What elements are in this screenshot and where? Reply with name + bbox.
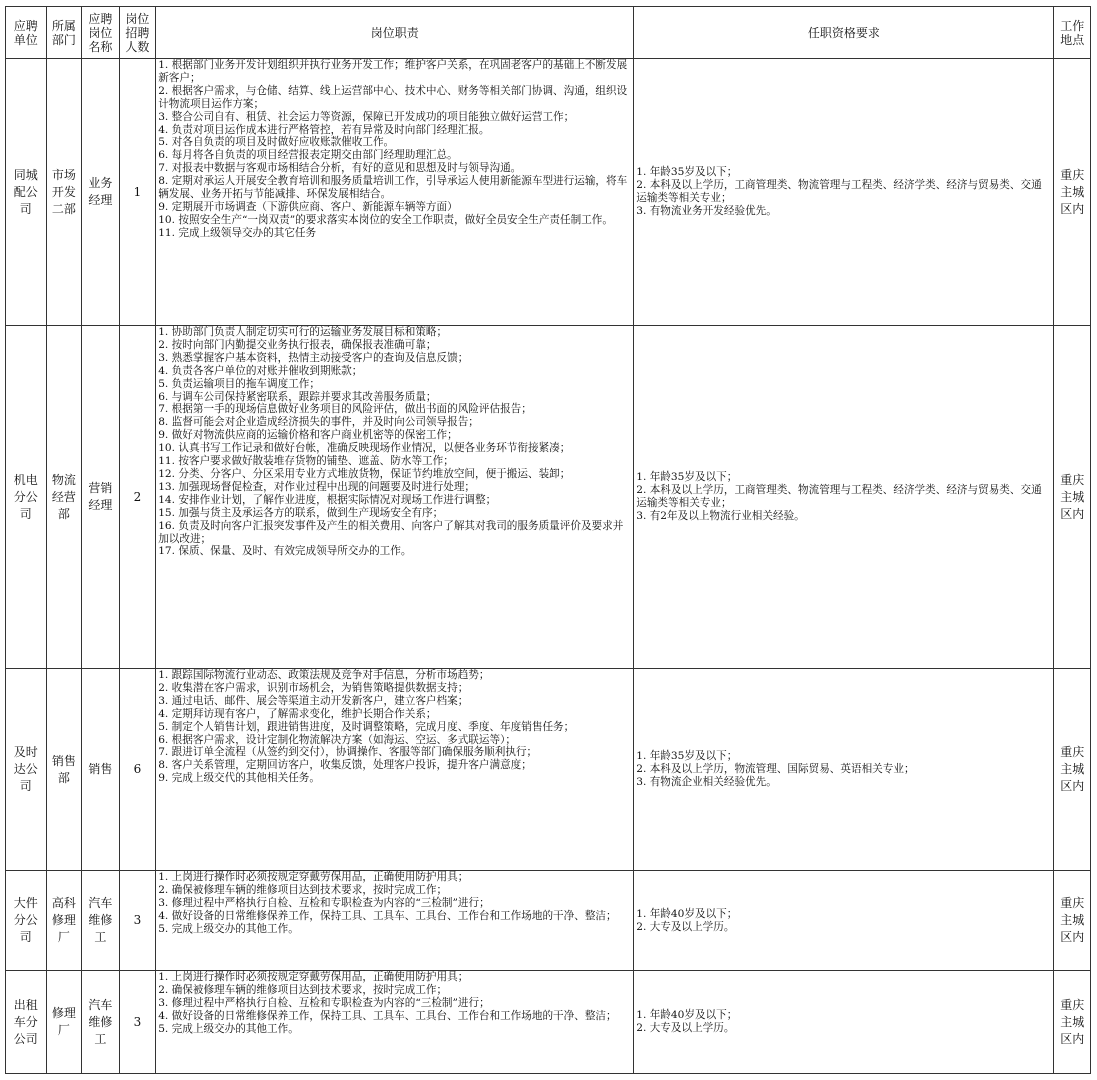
duty-item: 1. 上岗进行操作时必须按规定穿戴劳保用品，正确使用防护用具； [158, 871, 469, 883]
duty-item: 1. 跟踪国际物流行业动态、政策法规及竞争对手信息，分析市场趋势； [158, 669, 490, 681]
duty-item: 3. 通过电话、邮件、展会等渠道主动开发新客户，建立客户档案； [158, 694, 469, 707]
header-duties: 岗位职责 [156, 7, 634, 59]
duty-item: 6. 每月将各自负责的项目经营报表定期交由部门经理助理汇总。 [158, 149, 458, 162]
duty-item: 5. 制定个人销售计划，跟进销售进度，及时调整策略，完成月度、季度、年度销售任务； [158, 720, 575, 733]
duty-item: 15. 加强与货主及承运各方的联系，做到生产现场安全有序； [158, 506, 444, 519]
header-location: 工作地点 [1054, 7, 1091, 59]
duty-item: 2. 根据客户需求，与仓储、结算、线上运营部中心、技术中心、财务等相关部门协调、沟通，组织设计物流项目运作方案； [158, 84, 628, 110]
position-cell: 销售 [82, 669, 120, 871]
duty-item: 10. 认真书写工作记录和做好台帐，准确反映现场作业情况，以便各业务环节衔接紧凑； [158, 442, 571, 455]
duty-item: 7. 对报表中数据与客观市场相结合分析，有好的意见和思想及时与领导沟通。 [158, 162, 522, 175]
duty-item: 11. 完成上级领导交办的其它任务 [158, 226, 317, 239]
requirement-item: 1. 年龄35岁及以下； [636, 166, 738, 179]
requirements-cell [634, 669, 1054, 871]
duty-item: 4. 负责各客户单位的对账并催收到期账款； [158, 364, 363, 377]
table-row [6, 59, 1091, 326]
location-cell: 重庆主城区内 [1054, 326, 1091, 669]
duty-item: 5. 对各自负责的项目及时做好应收账款催收工作。 [158, 136, 395, 149]
duty-item: 4. 做好设备的日常维修保养工作，保持工具、工具车、工具台、工作台和工作场地的干净、整洁； [158, 909, 617, 922]
position-cell: 业务经理 [82, 59, 120, 326]
count-cell: 2 [119, 326, 156, 669]
duty-item: 9. 做好对物流供应商的运输价格和客户商业机密等的保密工作； [158, 429, 458, 442]
duty-item: 10. 按照安全生产“一岗双责”的要求落实本岗位的安全工作职责，做好全员安全生产责任制工作。 [158, 213, 613, 226]
unit-cell: 大件分公司 [6, 871, 47, 971]
duty-item: 4. 做好设备的日常维修保养工作，保持工具、工具车、工具台、工作台和工作场地的干净、整洁； [158, 1009, 617, 1022]
dept-cell: 市场开发二部 [46, 59, 82, 326]
requirement-item: 1. 年龄40岁及以下； [636, 1009, 738, 1022]
requirement-item: 2. 本科及以上学历，物流管理、国际贸易、英语相关专业； [636, 763, 915, 776]
requirement-item: 3. 有物流企业相关经验优先。 [636, 775, 777, 788]
duty-item: 16. 负责及时向客户汇报突发事件及产生的相关费用、向客户了解其对我司的服务质量评价及要求并加以改进； [158, 519, 624, 545]
duty-item: 5. 负责运输项目的拖车调度工作； [158, 377, 320, 390]
location-cell: 重庆主城区内 [1054, 59, 1091, 326]
duty-item: 4. 定期拜访现有客户，了解需求变化，维护长期合作关系； [158, 707, 437, 720]
table-row [6, 871, 1091, 971]
duties-cell [156, 669, 634, 871]
duties-cell [156, 59, 634, 326]
table-row [6, 326, 1091, 669]
requirements-cell [634, 326, 1054, 669]
requirement-item: 1. 年龄35岁及以下； [636, 471, 738, 484]
unit-cell: 同城配公司 [6, 59, 47, 326]
duty-item: 9. 完成上级交代的其他相关任务。 [158, 772, 320, 785]
requirement-item: 3. 有2年及以上物流行业相关经验。 [636, 509, 805, 522]
duty-item: 2. 确保被修理车辆的维修项目达到技术要求，按时完成工作； [158, 883, 448, 896]
duty-item: 3. 整合公司自有、租赁、社会运力等资源，保障已开发成功的项目能独立做好运营工作； [158, 110, 575, 123]
requirement-item: 2. 本科及以上学历，工商管理类、物流管理与工程类、经济学类、经济与贸易类、交通运输类等相关专业； [636, 484, 1042, 509]
duty-item: 3. 修理过程中严格执行自检、互检和专职检查为内容的“三检制”进行； [158, 896, 490, 909]
location-cell: 重庆主城区内 [1054, 871, 1091, 971]
dept-cell: 物流经营部 [46, 326, 82, 669]
requirements-cell [634, 871, 1054, 971]
position-cell: 汽车维修工 [82, 971, 120, 1074]
dept-cell: 高科修理厂 [46, 871, 82, 971]
header-unit: 应聘单位 [6, 7, 47, 59]
requirements-cell [634, 971, 1054, 1074]
duty-item: 2. 确保被修理车辆的维修项目达到技术要求，按时完成工作； [158, 983, 448, 996]
unit-cell: 出租车分公司 [6, 971, 47, 1074]
duty-item: 8. 定期对承运人开展安全教育培训和服务质量培训工作，引导承运人使用新能源车型进行运输，将车辆发展、业务开拓与节能减排、环保发展相结合。 [158, 175, 628, 201]
duty-item: 8. 客户关系管理，定期回访客户，收集反馈，处理客户投诉，提升客户满意度； [158, 759, 532, 772]
duty-item: 6. 根据客户需求，设计定制化物流解决方案（如海运、空运、多式联运等）； [158, 733, 516, 746]
duty-item: 3. 熟悉掌握客户基本资料，热情主动接受客户的查询及信息反馈； [158, 351, 469, 364]
duty-item: 13. 加强现场督促检查，对作业过程中出现的问题要及时进行处理； [158, 480, 476, 493]
count-cell: 3 [119, 971, 156, 1074]
duty-item: 11. 按客户要求做好散装堆存货物的铺垫、遮盖、防水等工作； [158, 455, 454, 468]
location-cell: 重庆主城区内 [1054, 669, 1091, 871]
position-cell: 营销经理 [82, 326, 120, 669]
requirement-item: 3. 有物流业务开发经验优先。 [636, 204, 777, 217]
dept-cell: 修理厂 [46, 971, 82, 1074]
table-body [6, 59, 1091, 1074]
position-cell: 汽车维修工 [82, 871, 120, 971]
duty-item: 1. 根据部门业务开发计划组织并执行业务开发工作；维护客户关系，在巩固老客户的基础上不断发展新客户； [158, 59, 628, 84]
duties-cell [156, 971, 634, 1074]
header-requirements: 任职资格要求 [634, 7, 1054, 59]
location-cell: 重庆主城区内 [1054, 971, 1091, 1074]
count-cell: 3 [119, 871, 156, 971]
requirement-item: 1. 年龄40岁及以下； [636, 907, 738, 920]
table-row [6, 669, 1091, 871]
duty-item: 6. 与调车公司保持紧密联系，跟踪并要求其改善服务质量； [158, 390, 437, 403]
requirement-item: 2. 大专及以上学历。 [636, 1022, 735, 1034]
count-cell: 1 [119, 59, 156, 326]
header-position: 应聘岗位名称 [82, 7, 120, 59]
requirement-item: 2. 大专及以上学历。 [636, 920, 735, 933]
unit-cell: 及时达公司 [6, 669, 47, 871]
duty-item: 7. 根据第一手的现场信息做好业务项目的风险评估，做出书面的风险评估报告； [158, 403, 532, 416]
duty-item: 1. 上岗进行操作时必须按规定穿戴劳保用品，正确使用防护用具； [158, 971, 469, 983]
duty-item: 2. 收集潜在客户需求，识别市场机会，为销售策略提供数据支持； [158, 681, 469, 694]
recruitment-table [5, 6, 1091, 1074]
table-header-row [6, 7, 1091, 59]
duty-item: 4. 负责对项目运作成本进行严格管控，若有异常及时向部门经理汇报。 [158, 123, 490, 136]
requirement-item: 1. 年龄35岁及以下； [636, 750, 738, 763]
table-row [6, 971, 1091, 1074]
duties-cell [156, 326, 634, 669]
duties-cell [156, 871, 634, 971]
unit-cell: 机电分公司 [6, 326, 47, 669]
duty-item: 7. 跟进订单全流程（从签约到交付），协调操作、客服等部门确保服务顺利执行； [158, 746, 538, 759]
requirements-cell [634, 59, 1054, 326]
duty-item: 8. 监督可能会对企业造成经济损失的事件，并及时向公司领导报告； [158, 416, 479, 429]
duty-item: 14. 安排作业计划，了解作业进度，根据实际情况对现场工作进行调整； [158, 493, 497, 506]
duty-item: 1. 协助部门负责人制定切实可行的运输业务发展目标和策略； [158, 326, 448, 338]
header-dept: 所属部门 [46, 7, 82, 59]
duty-item: 3. 修理过程中严格执行自检、互检和专职检查为内容的“三检制”进行； [158, 996, 490, 1009]
header-count: 岗位招聘人数 [119, 7, 156, 59]
requirement-item: 2. 本科及以上学历，工商管理类、物流管理与工程类、经济学类、经济与贸易类、交通运输类等相关专业； [636, 179, 1042, 204]
duty-item: 2. 按时向部门内勤提交业务执行报表，确保报表准确可靠； [158, 338, 437, 351]
duty-item: 12. 分类、分客户、分区采用专业方式堆放货物，保证节约堆放空间，便于搬运、装卸； [158, 467, 571, 480]
duty-item: 17. 保质、保量、及时、有效完成领导所交办的工作。 [158, 545, 412, 558]
duty-item: 9. 定期展开市场调查（下游供应商、客户、新能源车辆等方面） [158, 200, 458, 213]
count-cell: 6 [119, 669, 156, 871]
dept-cell: 销售部 [46, 669, 82, 871]
duty-item: 5. 完成上级交办的其他工作。 [158, 922, 299, 935]
duty-item: 5. 完成上级交办的其他工作。 [158, 1022, 299, 1035]
